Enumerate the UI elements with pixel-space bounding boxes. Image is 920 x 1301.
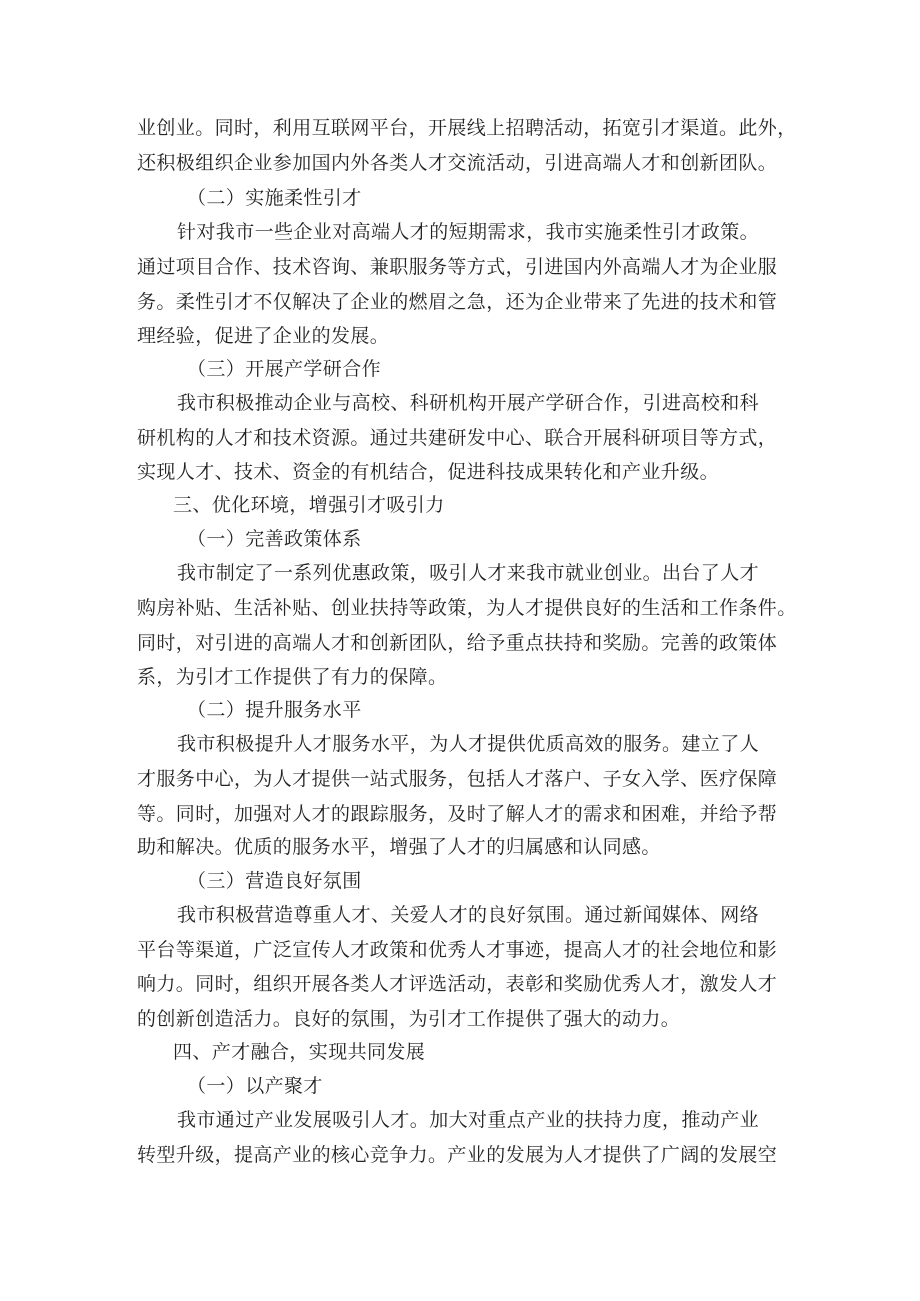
paragraph-first-line: 我市积极营造尊重人才、关爱人才的良好氛围。通过新闻媒体、网络 <box>177 904 760 926</box>
section-heading: 四、产才融合，实现共同发展 <box>173 1041 426 1063</box>
body-text-line: 转型升级，提高产业的核心竞争力。产业的发展为人才提供了广阔的发展空 <box>137 1144 778 1166</box>
body-text-line: 等。同时，加强对人才的跟踪服务，及时了解人才的需求和困难，并给予帮 <box>137 803 778 825</box>
body-text-line: 同时，对引进的高端人才和创新团队，给予重点扶持和奖励。完善的政策体 <box>137 632 778 654</box>
body-text-line: 才服务中心，为人才提供一站式服务，包括人才落户、子女入学、医疗保障 <box>137 768 778 790</box>
paragraph-first-line: 我市积极提升人才服务水平，为人才提供优质高效的服务。建立了人 <box>177 733 760 755</box>
body-text-line: 理经验，促进了企业的发展。 <box>137 325 390 347</box>
subsection-heading: （一）以产聚才 <box>187 1075 323 1097</box>
subsection-heading: （三）开展产学研合作 <box>187 358 382 380</box>
body-text-line: 务。柔性引才不仅解决了企业的燃眉之急，还为企业带来了先进的技术和管 <box>137 291 778 313</box>
body-text-line: 响力。同时，组织开展各类人才评选活动，表彰和奖励优秀人才，激发人才 <box>137 973 778 995</box>
paragraph-first-line: 我市积极推动企业与高校、科研机构开展产学研合作，引进高校和科 <box>177 392 760 414</box>
body-text-line: 实现人才、技术、资金的有机结合，促进科技成果转化和产业升级。 <box>137 461 720 483</box>
body-text-line: 业创业。同时，利用互联网平台，开展线上招聘活动，拓宽引才渠道。此外， <box>137 117 797 139</box>
paragraph-first-line: 我市通过产业发展吸引人才。加大对重点产业的扶持力度，推动产业 <box>177 1109 760 1131</box>
subsection-heading: （三）营造良好氛围 <box>187 870 362 892</box>
body-text-line: 购房补贴、生活补贴、创业扶持等政策，为人才提供良好的生活和工作条件。 <box>137 597 797 619</box>
subsection-heading: （二）实施柔性引才 <box>187 187 362 209</box>
paragraph-first-line: 我市制定了一系列优惠政策，吸引人才来我市就业创业。出台了人才 <box>177 562 760 584</box>
body-text-line: 平台等渠道，广泛宣传人才政策和优秀人才事迹，提高人才的社会地位和影 <box>137 939 778 961</box>
body-text-line: 助和解决。优质的服务水平，增强了人才的归属感和认同感。 <box>137 836 661 858</box>
body-text-line: 通过项目合作、技术咨询、兼职服务等方式，引进国内外高端人才为企业服 <box>137 256 778 278</box>
paragraph-first-line: 针对我市一些企业对高端人才的短期需求，我市实施柔性引才政策。 <box>177 221 760 243</box>
body-text-line: 研机构的人才和技术资源。通过共建研发中心、联合开展科研项目等方式， <box>137 427 778 449</box>
body-text-line: 的创新创造活力。良好的氛围，为引才工作提供了强大的动力。 <box>137 1008 681 1030</box>
subsection-heading: （一）完善政策体系 <box>187 528 362 550</box>
subsection-heading: （二）提升服务水平 <box>187 699 362 721</box>
section-heading: 三、优化环境，增强引才吸引力 <box>173 494 445 516</box>
body-text-line: 系，为引才工作提供了有力的保障。 <box>137 666 448 688</box>
body-text-line: 还积极组织企业参加国内外各类人才交流活动，引进高端人才和创新团队。 <box>137 152 778 174</box>
